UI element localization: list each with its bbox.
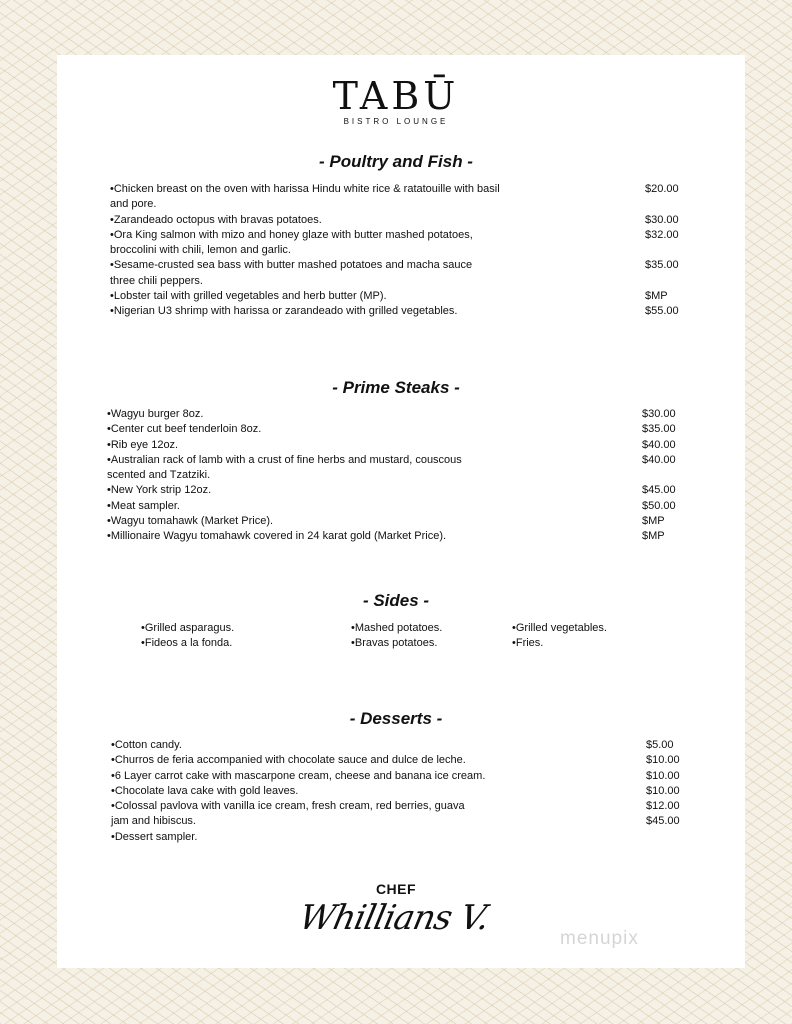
menu-item-text: •Chicken breast on the oven with harissa Hindu white rice & ratatouille with basil [110, 183, 500, 195]
menu-item [107, 483, 707, 498]
menu-item [110, 213, 710, 228]
menu-item-price: $35.00 [642, 423, 676, 436]
menu-item-price: $40.00 [642, 453, 676, 466]
menu-item-price: $35.00 [645, 259, 679, 272]
menu-item-text: •Sesame-crusted sea bass with butter mashed potatoes and macha sauce [110, 259, 473, 272]
menu-item-text: jam and hibiscus. [111, 815, 196, 828]
menu-item [111, 769, 711, 784]
menu-item [107, 499, 707, 514]
menu-item-text: •Churros de feria accompanied with chocolate sauce and dulce de leche. [111, 754, 466, 767]
menu-item [110, 243, 710, 258]
desserts-list [111, 738, 711, 845]
menu-item [111, 753, 711, 768]
menu-item-price: $45.00 [642, 484, 676, 497]
menu-item-text: •Wagyu burger 8oz. [107, 408, 204, 420]
menu-item-price: $40.00 [642, 438, 676, 451]
menu-item-text: and pore. [110, 198, 157, 211]
menu-item-price: $10.00 [646, 769, 680, 782]
menu-item [107, 422, 707, 437]
poultry-list [110, 182, 710, 320]
logo-subtitle: BISTRO LOUNGE [343, 117, 449, 126]
menu-item-price: $MP [642, 530, 665, 543]
menu-item-price: $10.00 [646, 784, 680, 797]
menu-item-price: $5.00 [646, 739, 674, 751]
menu-item-price: $20.00 [645, 183, 679, 195]
menu-item-text: •Millionaire Wagyu tomahawk covered in 24 karat gold (Market Price). [107, 530, 447, 543]
side-item: •Bravas potatoes. [351, 637, 438, 650]
menu-item-price: $32.00 [645, 228, 679, 241]
section-heading-desserts: - Desserts - [349, 709, 443, 728]
sides-column [351, 621, 442, 652]
menu-item-text: •Ora King salmon with mizo and honey glaze with butter mashed potatoes, [110, 228, 473, 241]
menu-item [107, 468, 707, 483]
menu-item [111, 784, 711, 799]
steaks-list [107, 407, 707, 545]
side-item: •Fries. [512, 637, 544, 650]
menu-item [107, 514, 707, 529]
menu-item-price: $12.00 [646, 800, 680, 813]
side-item: •Mashed potatoes. [351, 622, 443, 634]
side-item: •Grilled vegetables. [512, 622, 607, 634]
menu-item-text: broccolini with chili, lemon and garlic. [110, 244, 291, 257]
menu-item-text: •Lobster tail with grilled vegetables and herb butter (MP). [110, 290, 387, 303]
menu-item-price: $50.00 [642, 499, 676, 512]
menu-item-text: •Colossal pavlova with vanilla ice cream, fresh cream, red berries, guava [111, 800, 465, 813]
menu-item-text: scented and Tzatziki. [107, 469, 211, 482]
menu-item-price: $10.00 [646, 754, 680, 767]
side-item: •Grilled asparagus. [141, 622, 235, 634]
section-heading-sides: - Sides - [362, 591, 430, 610]
menu-item-text: •6 Layer carrot cake with mascarpone cream, cheese and banana ice cream. [111, 769, 486, 782]
chef-signature: Whillians V. [295, 898, 493, 938]
menu-item-text: •Zarandeado octopus with bravas potatoes. [110, 213, 322, 226]
chef-label: CHEF [375, 881, 417, 897]
section-heading-steaks: - Prime Steaks - [332, 378, 460, 397]
menu-item-text: •Rib eye 12oz. [107, 438, 179, 451]
menu-item [107, 453, 707, 468]
logo: TABŪ [332, 74, 460, 118]
menu-item [107, 529, 707, 544]
menu-item [110, 197, 710, 212]
menu-item [111, 738, 711, 753]
menu-item-price: $55.00 [645, 305, 679, 318]
menu-item [110, 274, 710, 289]
side-item: •Fideos a la fonda. [141, 637, 233, 650]
menu-item-text: •Chocolate lava cake with gold leaves. [111, 784, 299, 797]
menu-item [111, 799, 711, 814]
section-heading-poultry: - Poultry and Fish - [319, 152, 473, 171]
sides-column [141, 621, 234, 652]
menu-item [107, 407, 707, 422]
menu-item-price: $45.00 [646, 815, 680, 828]
menu-item [110, 182, 710, 197]
menu-item-text: •Meat sampler. [107, 499, 180, 512]
menu-item-text: •Australian rack of lamb with a crust of fine herbs and mustard, couscous [107, 453, 462, 466]
menu-item-text: •Center cut beef tenderloin 8oz. [107, 423, 262, 436]
menu-item-price: $MP [642, 515, 665, 528]
menu-item [110, 228, 710, 243]
menu-item-text: •Nigerian U3 shrimp with harissa or zarandeado with grilled vegetables. [110, 305, 458, 318]
menu-item [110, 258, 710, 273]
menu-item-text: three chili peppers. [110, 274, 203, 287]
menu-item-text: •Wagyu tomahawk (Market Price). [107, 515, 274, 528]
menu-item [111, 814, 711, 829]
menu-item-text: •New York strip 12oz. [107, 484, 212, 497]
menu-item [110, 304, 710, 319]
menu-item-text: •Cotton candy. [111, 739, 182, 751]
menu-item-price: $MP [645, 290, 668, 303]
menu-item [110, 289, 710, 304]
sides-column [512, 621, 607, 652]
menu-item [111, 830, 711, 845]
watermark: menupix [560, 928, 639, 949]
menu-item-text: •Dessert sampler. [111, 830, 198, 843]
menu-item-price: $30.00 [642, 408, 676, 420]
menu-item [107, 438, 707, 453]
menu-item-price: $30.00 [645, 213, 679, 226]
